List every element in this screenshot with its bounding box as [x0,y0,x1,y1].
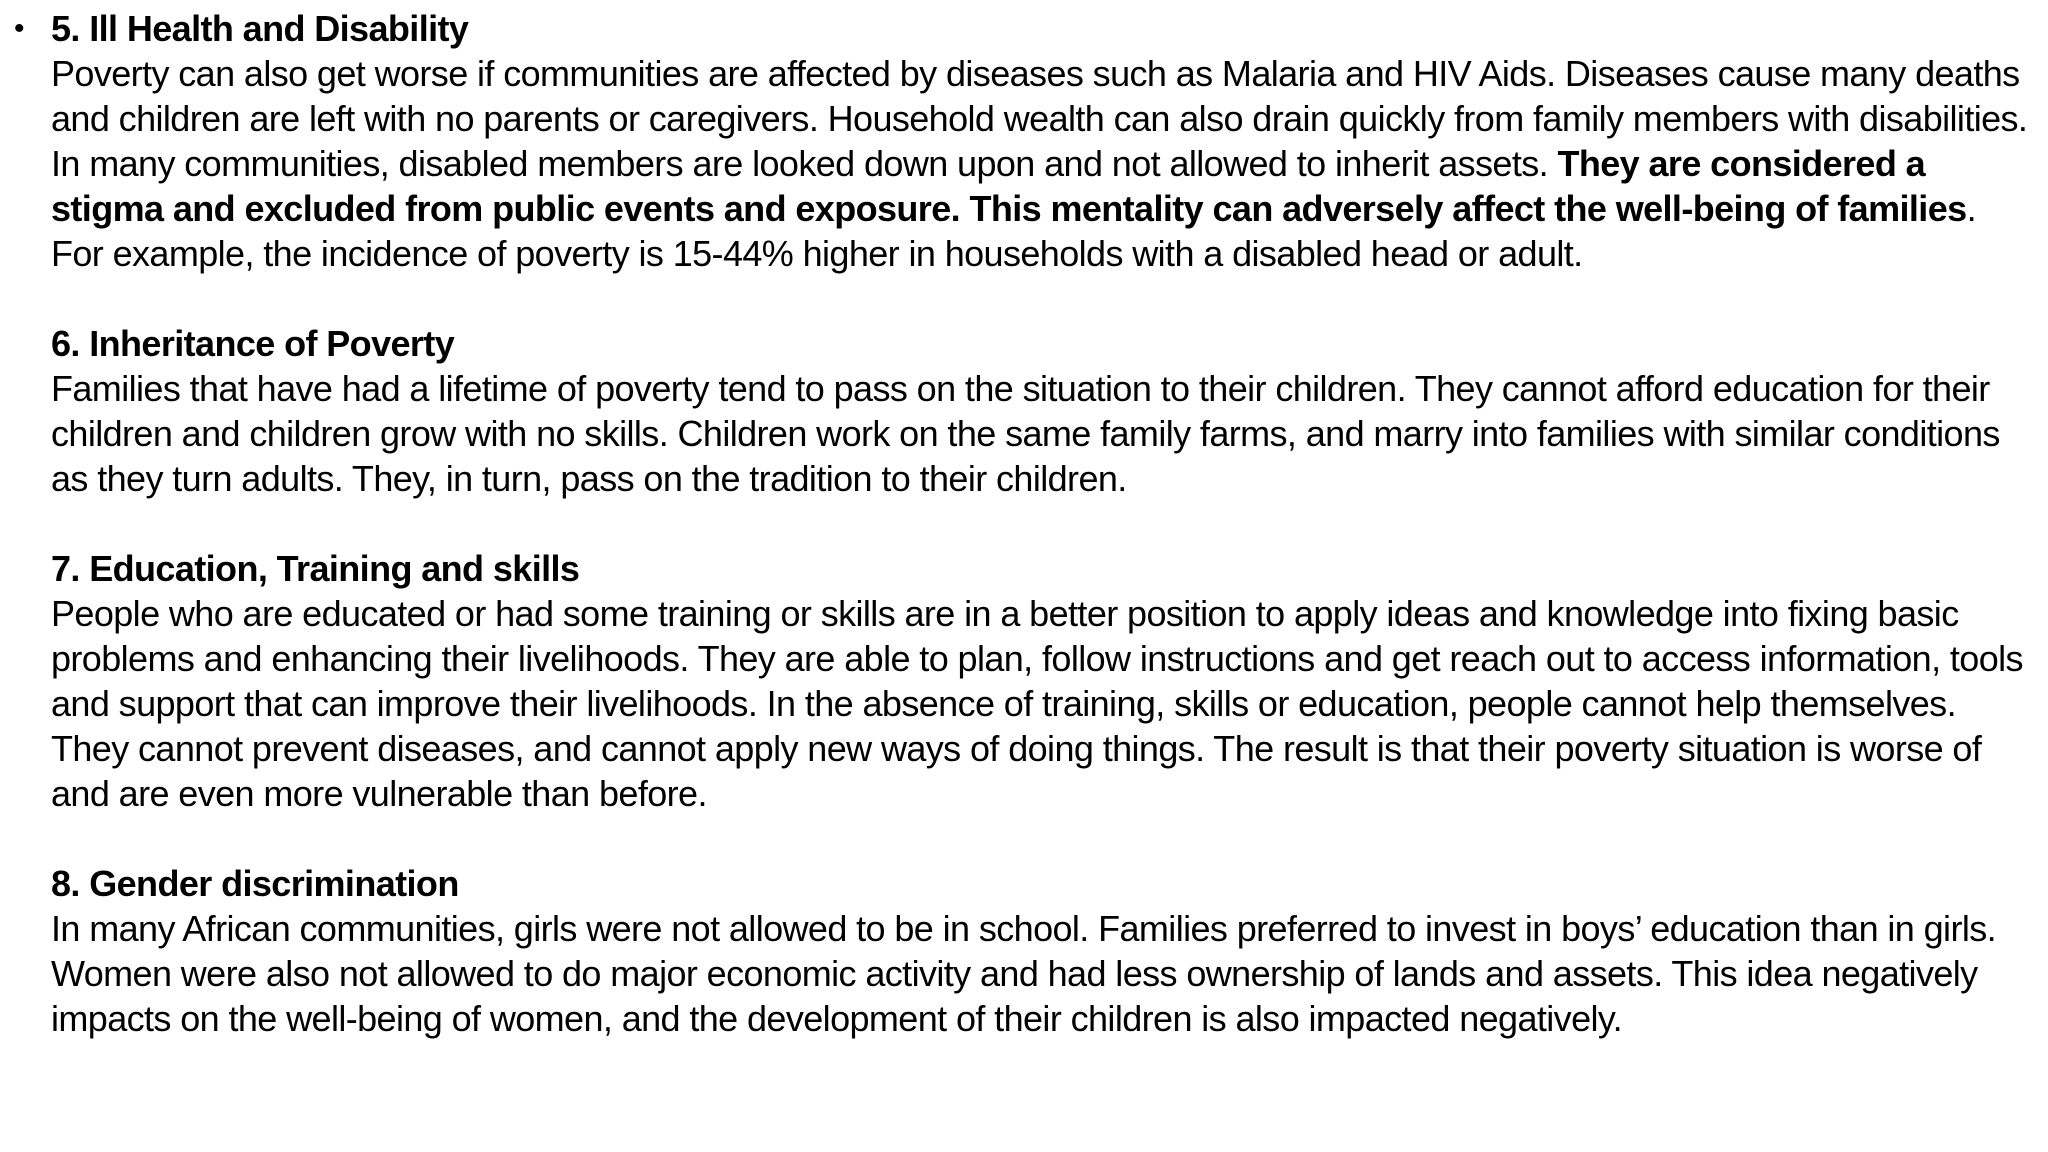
section-body [51,51,2036,276]
body-text-part: . For example, the incidence of poverty is 15-44% higher in households with a disabled head or adult. [51,188,1976,274]
section-heading: 6. Inheritance of Poverty [51,323,455,364]
section-body: In many African communities, girls were not allowed to be in school. Families preferred to invest in boys’ education than in girls. Women were also not allowed to do major economic activity and had less ownership of lands and assets. This idea negatively impacts on the well-being of women, and the development of their children is also impacted negatively. [51,908,1997,1039]
section-gender [51,861,2036,1041]
section-heading: 7. Education, Training and skills [51,548,580,589]
section-heading: 8. Gender discrimination [51,863,459,904]
section-body: People who are educated or had some training or skills are in a better position to apply ideas and knowledge into fixing basic problems and enhancing their livelihoods. They are able to plan, follow instructions and get reach out to access information, tools and support that can improve their livelihoods. In the absence of training, skills or education, people cannot help themselves. They cannot prevent diseases, and cannot apply new ways of doing things. The result is that their poverty situation is worse of and are even more vulnerable than before. [51,593,2023,814]
section-ill-health [51,6,2036,276]
section-education [51,546,2036,816]
section-body: Families that have had a lifetime of poverty tend to pass on the situation to their children. They cannot afford education for their children and children grow with no skills. Children work on the same family farms, and marry into families with similar conditions as they turn adults. They, in turn, pass on the tradition to their children. [51,368,2000,499]
section-inheritance [51,321,2036,501]
body-text-bold: They are considered a stigma and excluded from public events and exposure. This mentality can adversely affect the well-being of families [51,143,1967,229]
bullet-marker: • [14,12,25,45]
section-heading: 5. Ill Health and Disability [51,8,469,49]
body-text-part: Poverty can also get worse if communities are affected by diseases such as Malaria and HIV Aids. Diseases cause many deaths and children are left with no parents or caregivers. Household wealth can also drain quickly from family members with disabilities. In many communities, disabled members are looked down upon and not allowed to inherit assets. [51,53,2028,184]
slide-content [51,6,2036,1086]
